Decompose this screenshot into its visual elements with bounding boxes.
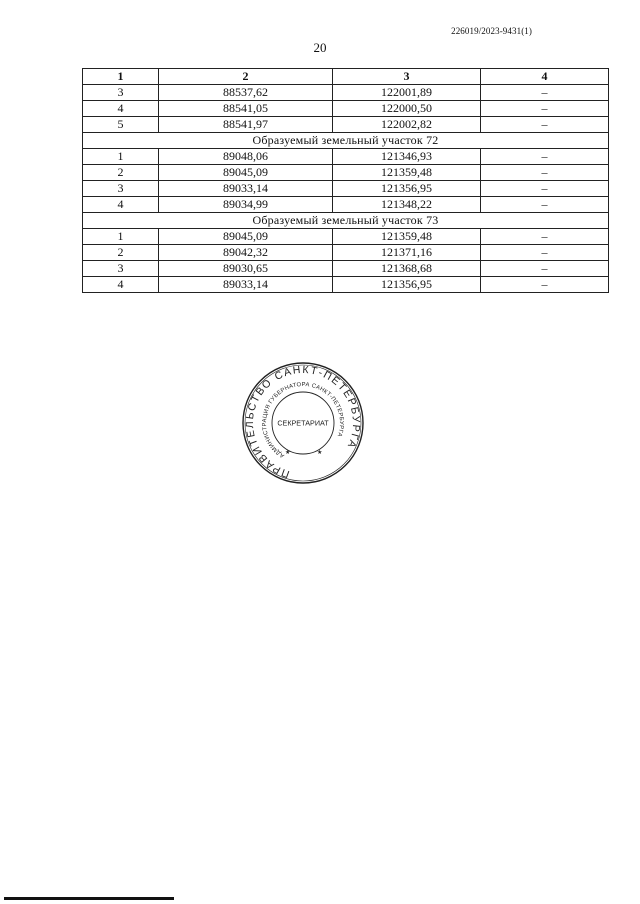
section-header-row: [83, 213, 609, 229]
coord-y: 121359,48: [333, 165, 481, 181]
table-row: [83, 261, 609, 277]
note-cell: –: [481, 197, 609, 213]
coord-x: 89030,65: [159, 261, 333, 277]
point-number: 1: [83, 149, 159, 165]
point-number: 4: [83, 277, 159, 293]
table-row: [83, 197, 609, 213]
section-title-73: Образуемый земельный участок 73: [83, 213, 609, 229]
note-cell: –: [481, 85, 609, 101]
coord-x: 89045,09: [159, 165, 333, 181]
column-header: 4: [481, 69, 609, 85]
table-row: [83, 85, 609, 101]
point-number: 4: [83, 101, 159, 117]
note-cell: –: [481, 229, 609, 245]
column-header: 3: [333, 69, 481, 85]
point-number: 3: [83, 85, 159, 101]
coord-y: 121356,95: [333, 181, 481, 197]
document-number: 226019/2023-9431(1): [451, 26, 532, 36]
note-cell: –: [481, 117, 609, 133]
page-number: 20: [313, 40, 327, 55]
coordinates-table: [82, 68, 609, 293]
table-row: [83, 229, 609, 245]
note-cell: –: [481, 245, 609, 261]
coord-y: 121356,95: [333, 277, 481, 293]
coord-x: 88541,97: [159, 117, 333, 133]
coord-y: 121346,93: [333, 149, 481, 165]
section-header-row: [83, 133, 609, 149]
coord-y: 122000,50: [333, 101, 481, 117]
point-number: 3: [83, 261, 159, 277]
coord-x: 88541,05: [159, 101, 333, 117]
coord-y: 121371,16: [333, 245, 481, 261]
table-row: [83, 149, 609, 165]
point-number: 2: [83, 245, 159, 261]
note-cell: –: [481, 261, 609, 277]
coord-x: 89033,14: [159, 181, 333, 197]
coord-x: 89048,06: [159, 149, 333, 165]
table-row: [83, 117, 609, 133]
note-cell: –: [481, 149, 609, 165]
note-cell: –: [481, 181, 609, 197]
note-cell: –: [481, 277, 609, 293]
coord-x: 89034,99: [159, 197, 333, 213]
section-title-72: Образуемый земельный участок 72: [83, 133, 609, 149]
coord-y: 121368,68: [333, 261, 481, 277]
point-number: 2: [83, 165, 159, 181]
seal-outer-text: ПРАВИТЕЛЬСТВО САНКТ-ПЕТЕРБУРГА: [243, 363, 363, 480]
point-number: 1: [83, 229, 159, 245]
table-row: [83, 181, 609, 197]
coord-y: 122001,89: [333, 85, 481, 101]
coord-y: 121359,48: [333, 229, 481, 245]
seal-inner-text: АДМИНИСТРАЦИЯ ГУБЕРНАТОРА САНКТ-ПЕТЕРБУРГА: [261, 381, 345, 459]
coord-x: 89033,14: [159, 277, 333, 293]
table-row: [83, 245, 609, 261]
coord-x: 89045,09: [159, 229, 333, 245]
official-seal-stamp: [241, 361, 365, 485]
point-number: 4: [83, 197, 159, 213]
coord-x: 89042,32: [159, 245, 333, 261]
note-cell: –: [481, 101, 609, 117]
table-row: [83, 165, 609, 181]
column-header: 1: [83, 69, 159, 85]
table-header-row: [83, 69, 609, 85]
table-row: [83, 101, 609, 117]
coord-y: 121348,22: [333, 197, 481, 213]
point-number: 3: [83, 181, 159, 197]
seal-graphic: [241, 361, 365, 485]
column-header: 2: [159, 69, 333, 85]
point-number: 5: [83, 117, 159, 133]
coord-x: 88537,62: [159, 85, 333, 101]
star-icon: ★: [317, 450, 323, 456]
note-cell: –: [481, 165, 609, 181]
footer-rule: [4, 897, 174, 900]
coord-y: 122002,82: [333, 117, 481, 133]
star-icon: ★: [285, 450, 291, 456]
table-row: [83, 277, 609, 293]
seal-center-text: СЕКРЕТАРИАТ: [277, 418, 329, 428]
